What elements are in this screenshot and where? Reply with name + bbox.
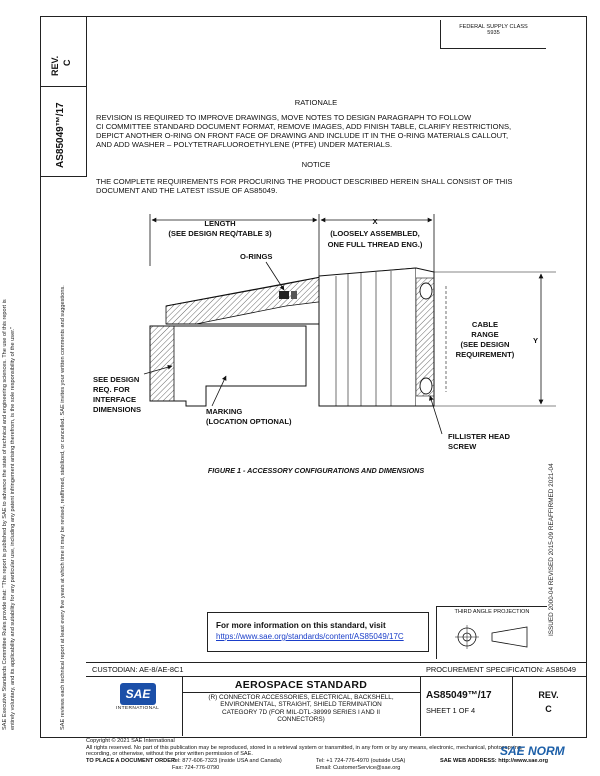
- screw-top: [420, 283, 432, 299]
- cable-range-label-2: RANGE: [471, 330, 499, 339]
- rev-bottom-label: REV.: [538, 690, 559, 700]
- length-sub-label: (SEE DESIGN REQ/TABLE 3): [168, 229, 272, 238]
- footer-rights-2: recording, or otherwise, without the prior written permission of SAE.: [86, 751, 253, 758]
- cable-range-label-3: (SEE DESIGN: [460, 340, 510, 349]
- desc-line: CONNECTORS): [277, 716, 325, 724]
- title-block-top-line: [86, 662, 586, 663]
- third-angle-box: [436, 606, 547, 659]
- standard-title-underline: [182, 692, 420, 693]
- cable-range-label-4: REQUIREMENT): [455, 350, 515, 359]
- footer-tel-1: Tel: 877-606-7323 (inside USA and Canada): [172, 758, 282, 764]
- rationale-body: [96, 113, 541, 149]
- coupling-hatched: [166, 276, 326, 324]
- design-req-label-3: INTERFACE: [93, 395, 137, 404]
- rev-box: [40, 16, 87, 87]
- footer-web[interactable]: SAE WEB ADDRESS: http://www.sae.org: [440, 758, 549, 764]
- federal-supply-label: FEDERAL SUPPLY CLASS: [459, 24, 528, 30]
- info-box: [207, 612, 429, 652]
- sheet-number: SHEET 1 OF 4: [426, 706, 476, 715]
- issue-dates-vertical: ISSUED 2000-04 REVISED 2015-09 REAFFIRMED 2021-04: [548, 463, 555, 636]
- third-angle-symbol: [437, 615, 547, 655]
- footer-copyright: Copyright © 2021 SAE International: [86, 738, 175, 744]
- x-sub-label-2: ONE FULL THREAD ENG.): [327, 240, 423, 249]
- y-label: Y: [533, 336, 539, 345]
- rationale-heading: RATIONALE: [294, 98, 338, 107]
- federal-supply-box: [440, 20, 546, 49]
- third-angle-label: THIRD ANGLE PROJECTION: [454, 609, 530, 615]
- info-link[interactable]: https://www.sae.org/standards/content/AS85049/17C: [216, 632, 404, 641]
- x-sub-label-1: (LOOSELY ASSEMBLED,: [330, 229, 420, 238]
- fillister-label-1: FILLISTER HEAD: [448, 432, 511, 441]
- desc-line: (R) CONNECTOR ACCESSORIES, ELECTRICAL, BACKSHELL,: [208, 694, 394, 701]
- notice-line: DOCUMENT AND THE LATEST ISSUE OF AS85049.: [96, 186, 278, 195]
- notice-line: THE COMPLETE REQUIREMENTS FOR PROCURING THE PRODUCT DESCRIBED HEREIN SHALL CONSIST OF THIS: [96, 177, 513, 186]
- x-label: X: [372, 217, 378, 226]
- rev-label-vertical: REV.: [50, 55, 60, 76]
- footer-tel-2: Tel: +1 724-776-4970 (outside USA): [316, 758, 406, 764]
- rev-bottom-value: C: [545, 704, 552, 714]
- length-label: LENGTH: [204, 219, 236, 228]
- title-block-mid-line: [86, 676, 586, 677]
- doc-number-box: [40, 86, 87, 177]
- backshell-nut: [319, 268, 416, 406]
- rationale-line: DEPICT ANOTHER O-RING ON FRONT FACE OF DRAWING AND INCLUDE IT IN THE O-RING MATERIALS CALLOUT,: [96, 131, 509, 140]
- custodian: CUSTODIAN: AE-8/AE-8C1: [92, 665, 184, 674]
- design-req-label-2: REQ. FOR: [93, 385, 130, 394]
- title-block-divider-2: [420, 676, 421, 736]
- side-notice-line3: SAE reviews each technical report at least every five years at which time it may be revised, reaffirmed, stabilized, or cancelled. SAE invites your written comments and suggestions.: [60, 285, 66, 730]
- sae-logo-text: SAE: [125, 687, 151, 701]
- watermark: SAE NORM: [500, 744, 565, 758]
- cable-range-label-1: CABLE: [471, 320, 499, 329]
- info-text: For more information on this standard, visit: [216, 621, 386, 630]
- side-notice-line1: SAE Executive Standards Committee Rules provide that: "This report is published by SAE to advance the state of technical and engineering sciences. The use of this report is: [2, 299, 8, 730]
- rationale-line: CI COMMITTEE STANDARD DOCUMENT FORMAT, REMOVE IMAGES, ADD FINISH TABLE, CLARIFY RESTRICTIONS,: [96, 122, 512, 131]
- side-notice-line2: entirely voluntary, and its applicability and suitability for any particular use, including any patent infringement arising therefrom, is the sole responsibility of the user.": [10, 326, 16, 730]
- standard-title: AEROSPACE STANDARD: [234, 679, 368, 691]
- design-req-label-4: DIMENSIONS: [93, 405, 142, 414]
- rev-value-vertical: C: [62, 59, 72, 66]
- figure-caption: FIGURE 1 - ACCESSORY CONFIGURATIONS AND DIMENSIONS: [207, 466, 425, 475]
- standard-description: [182, 694, 420, 724]
- o-rings-label: O-RINGS: [240, 252, 273, 261]
- desc-line: ENVIRONMENTAL, STRAIGHT, SHIELD TERMINATION: [220, 701, 382, 709]
- procurement-spec: PROCUREMENT SPECIFICATION: AS85049: [426, 665, 577, 674]
- desc-line: CATEGORY 7D (FOR MIL-DTL-38999 SERIES I AND II: [221, 708, 381, 716]
- o-ring-1: [279, 291, 289, 299]
- sae-logo-sub: INTERNATIONAL: [116, 706, 160, 711]
- front-knurl: [150, 326, 174, 401]
- screw-bottom: [420, 378, 432, 394]
- notice-heading: NOTICE: [301, 160, 331, 169]
- rationale-line: REVISION IS REQUIRED TO IMPROVE DRAWINGS, MOVE NOTES TO DESIGN PARAGRAPH TO FOLLOW: [96, 113, 472, 122]
- footer-order-label: TO PLACE A DOCUMENT ORDER:: [86, 758, 177, 764]
- o-ring-2: [291, 291, 297, 299]
- marking-label-1: MARKING: [206, 407, 243, 416]
- doc-number-vertical: AS85049™/17: [55, 102, 66, 168]
- footer-rights-1: All rights reserved. No part of this publication may be reproduced, stored in a retrieval system or transmitted, in any form or by any means, electronic, mechanical, photocopying,: [86, 744, 523, 751]
- federal-supply-value: 5935: [487, 30, 500, 36]
- rationale-line: AND ADD WASHER – POLYTETRAFLUOROETHYLENE (PTFE) UNDER MATERIALS.: [96, 140, 393, 149]
- notice-body: [96, 177, 541, 195]
- design-req-label-1: SEE DESIGN: [93, 375, 140, 384]
- fillister-label-2: SCREW: [448, 442, 477, 451]
- screw-leader: [430, 396, 442, 434]
- footer-email[interactable]: Email: CustomerService@sae.org: [316, 765, 401, 771]
- marking-label-2: (LOCATION OPTIONAL): [206, 417, 292, 426]
- standard-number: AS85049™/17: [426, 690, 492, 701]
- sae-logo: [120, 683, 156, 705]
- footer-fax: Fax: 724-776-0790: [172, 765, 220, 771]
